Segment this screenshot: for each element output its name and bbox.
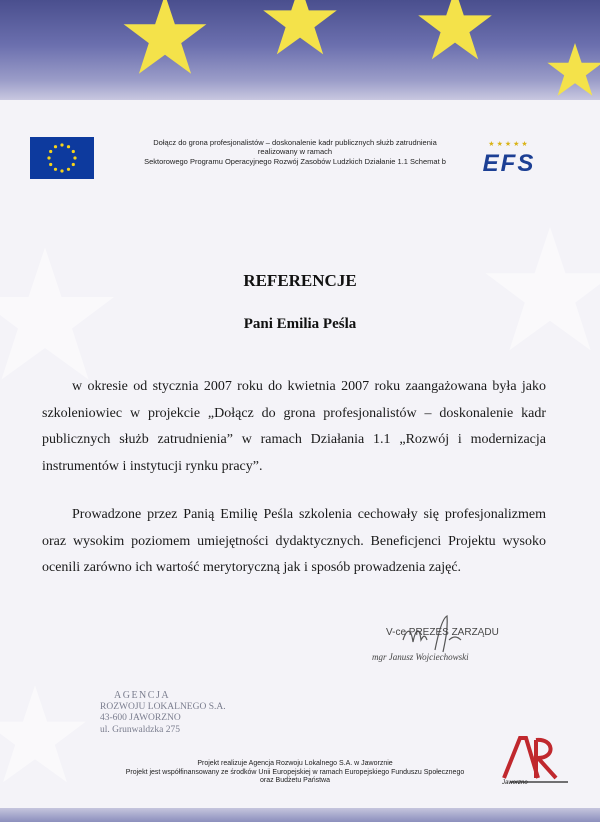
stamp-line-2: ROZWOJU LOKALNEGO S.A. [100, 701, 226, 712]
stamp-line-4: ul. Grunwaldzka 275 [100, 724, 180, 735]
stamp-line-3: 43-600 JAWORZNO [100, 713, 181, 723]
agency-logo [496, 732, 576, 792]
efs-logo-text: EFS [482, 150, 536, 177]
star-icon [415, 0, 495, 65]
star-icon [260, 0, 340, 60]
body-paragraph-1: w okresie od stycznia 2007 roku do kwietnia 2007 roku zaangażowana była jako szkoleniowiec w projekcie „Dołącz do grona profesjonalistów – doskonalenie kadr publicznych służb zatrudnienia” w ramach Działania 1.1 „Rozwój i modernizacja instrumentów i instytucji rynku pracy”. [42, 379, 546, 474]
eu-flag-banner [0, 0, 600, 100]
project-header [120, 138, 470, 166]
stamp-line-1: AGENCJA [114, 690, 171, 701]
header-line-2: realizowany w ramach [257, 147, 333, 157]
footer-line-1: Projekt realizuje Agencja Rozwoju Lokalnego S.A. w Jaworznie [197, 760, 393, 767]
ar-logo-subtext: Jaworzno [502, 780, 528, 786]
body-paragraph-2: Prowadzone przez Panią Emilię Peśla szkolenia cechowały się profesjonalizmem oraz wysokim poziomem umiejętności dydaktycznych. Beneficjenci Projektu wysoko ocenili zarówno ich wartość merytoryczną jak i sposób prowadzenia zajęć. [42, 507, 546, 575]
header-line-3: Sektorowego Programu Operacyjnego Rozwój Zasobów Ludzkich Działanie 1.1 Schemat b [144, 156, 446, 166]
company-stamp [78, 690, 226, 736]
document-footer [100, 760, 490, 786]
ar-logo-text [496, 732, 497, 733]
background-star-icon [0, 680, 90, 790]
eu-flag-logo [30, 137, 94, 179]
efs-stars-icon: ★★★★★ [488, 140, 530, 148]
footer-line-3: oraz Budżetu Państwa [259, 777, 331, 785]
footer-line-2: Projekt jest współfinansowany ze środków Unii Europejskiej w ramach Europejskiego Funduszu Społecznego [125, 768, 465, 776]
recipient-name: Pani Emilia Peśla [243, 316, 357, 332]
signatory-title: V-ce PREZES ZARZĄDU [386, 627, 499, 638]
star-icon [545, 40, 600, 100]
star-icon [120, 0, 210, 80]
header-line-1: Dołącz do grona profesjonalistów – doskonalenie kadr publicznych służb zatrudnienia [153, 138, 437, 147]
document-title: REFERENCJE [243, 271, 357, 290]
background-star-icon [0, 240, 120, 390]
bottom-flag-strip [0, 808, 600, 822]
signatory-name: mgr Janusz Wojciechowski [372, 652, 469, 662]
efs-logo [474, 140, 544, 180]
eu-stars-icon [30, 137, 94, 179]
